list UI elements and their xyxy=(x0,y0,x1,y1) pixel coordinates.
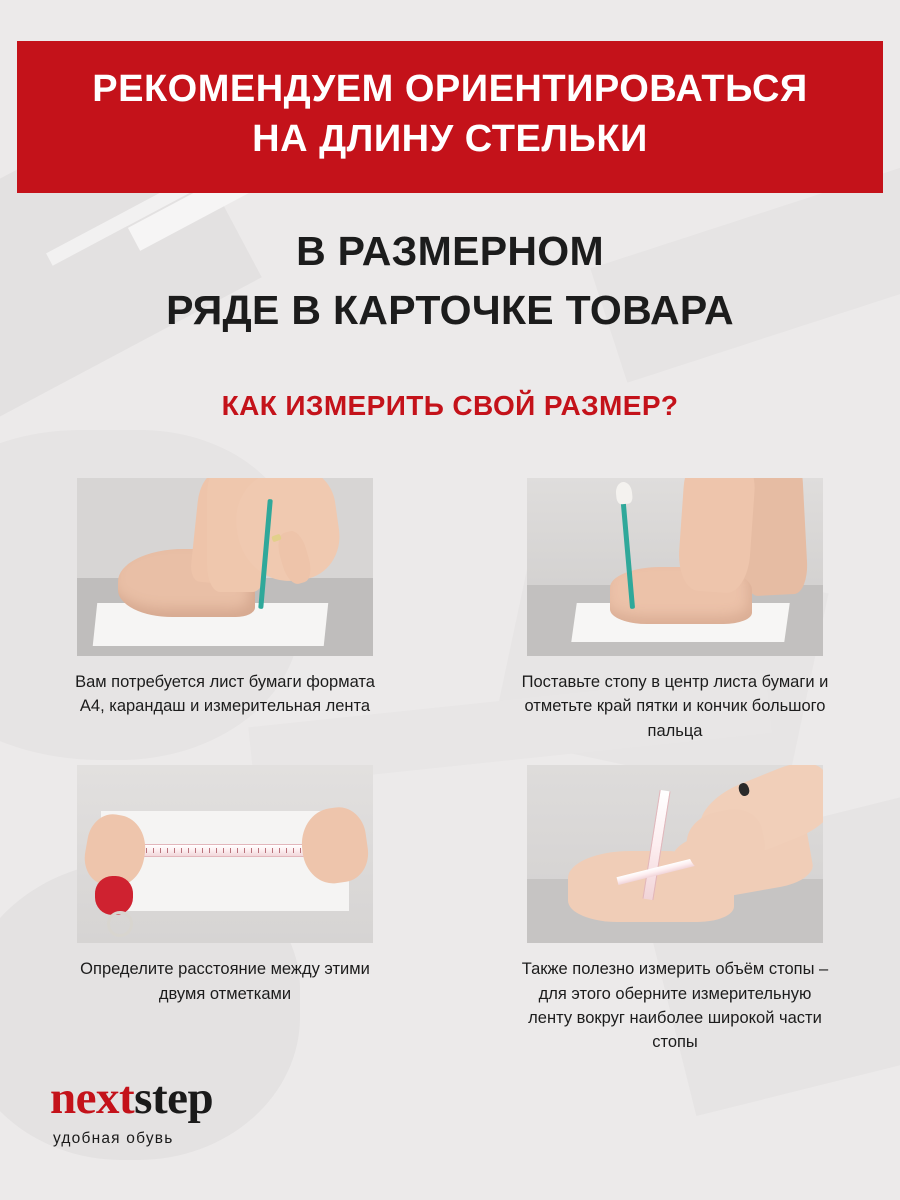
step-2 xyxy=(450,478,900,743)
photo3-measuring-tape xyxy=(118,844,331,857)
headline-line-2: РЯДЕ В КАРТОЧКЕ ТОВАРА xyxy=(166,287,734,334)
photo-foot-on-paper-marking xyxy=(527,478,823,656)
step-4-caption: Также полезно измерить объём стопы – для этого оберните измерительную ленту вокруг наиболее широкой части стопы xyxy=(521,960,829,1052)
subheading: КАК ИЗМЕРИТЬ СВОЙ РАЗМЕР? xyxy=(221,390,679,421)
banner-line-2: НА ДЛИНУ СТЕЛЬКИ xyxy=(252,118,648,160)
banner-line-1: РЕКОМЕНДУЕМ ОРИЕНТИРОВАТЬСЯ xyxy=(92,67,808,110)
photo2-leg xyxy=(676,478,756,594)
steps-grid xyxy=(0,478,900,1055)
logo-step-text: step xyxy=(134,1072,214,1124)
logo-next-text: next xyxy=(50,1072,135,1124)
photo2-pencil-eraser xyxy=(615,481,633,505)
step-3 xyxy=(0,765,450,1055)
photo-measuring-foot-girth xyxy=(527,765,823,943)
recommendation-banner xyxy=(17,41,883,193)
brand-logo xyxy=(50,1072,214,1148)
step-1 xyxy=(0,478,450,743)
step-3-caption: Определите расстояние между этими двумя отметками xyxy=(80,960,370,1003)
step-4 xyxy=(450,765,900,1055)
photo-paper-pencil-foot xyxy=(77,478,373,656)
headline-line-1: В РАЗМЕРНОМ xyxy=(296,228,604,274)
page-title xyxy=(0,222,900,341)
logo-wordmark xyxy=(50,1072,214,1124)
logo-tagline: удобная обувь xyxy=(53,1130,174,1147)
step-2-caption: Поставьте стопу в центр листа бумаги и отметьте край пятки и кончик большого пальца xyxy=(521,673,829,740)
photo-measuring-tape-on-paper xyxy=(77,765,373,943)
photo3-tape-ring xyxy=(107,911,133,937)
step-1-caption: Вам потребуется лист бумаги формата А4, карандаш и измерительная лента xyxy=(75,673,375,716)
photo3-tape-case xyxy=(95,876,133,915)
